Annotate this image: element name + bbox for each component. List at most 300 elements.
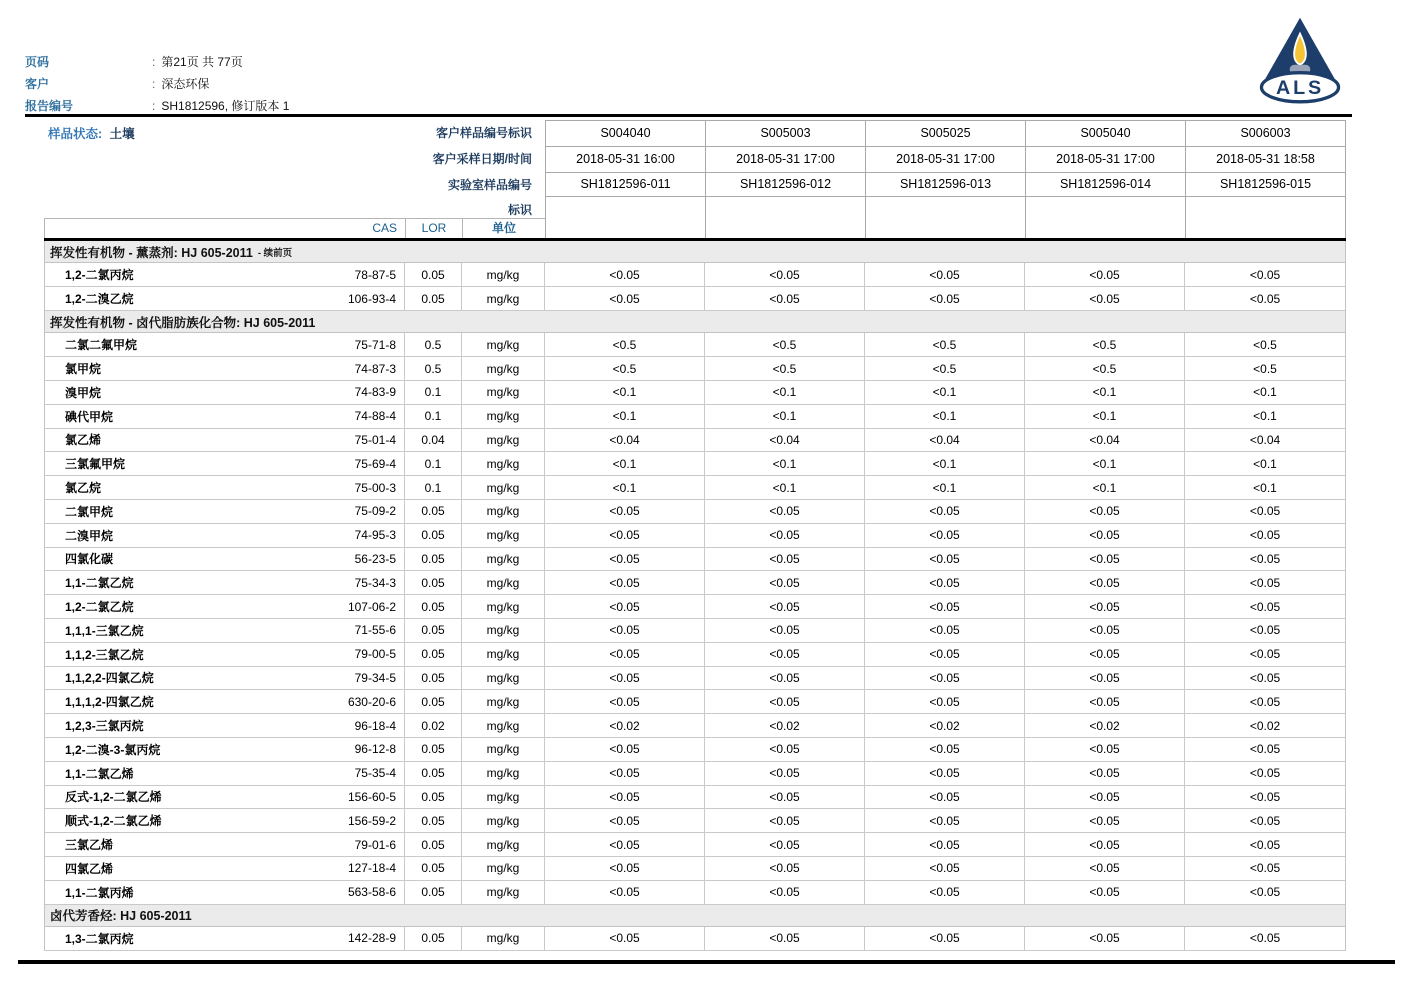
unit-cell: mg/kg (462, 786, 545, 809)
section-title-suffix: - 续前页 (257, 247, 293, 259)
result-value-cell: <0.05 (865, 833, 1025, 856)
result-value-cell: <0.5 (705, 333, 865, 356)
sample-column (546, 121, 706, 238)
sample-tag-cell (1026, 197, 1185, 238)
lor-cell: 0.5 (405, 357, 462, 380)
result-value-cell: <0.05 (705, 786, 865, 809)
result-value-cell: <0.1 (1025, 452, 1185, 475)
lor-cell: 0.05 (405, 690, 462, 713)
cas-number: 71-55-6 (354, 623, 396, 638)
name-cas-cell (45, 690, 405, 713)
result-value-cell: <0.1 (865, 381, 1025, 404)
section-title: 挥发性有机物 - 薰蒸剂: HJ 605-2011 (50, 245, 253, 260)
cas-number: 74-87-3 (354, 361, 396, 376)
result-value-cell: <0.5 (1253, 361, 1277, 376)
result-value-cell: <0.05 (705, 833, 865, 856)
result-value-cell: <0.05 (545, 548, 705, 571)
compound-name: 氯乙烷 (65, 481, 102, 496)
result-value-cell: <0.05 (1025, 690, 1185, 713)
unit-cell: mg/kg (462, 762, 545, 785)
cas-number: 156-60-5 (347, 789, 396, 804)
name-cas-cell (45, 786, 405, 809)
lor-cell: 0.02 (405, 714, 462, 737)
result-value-cell: <0.05 (1025, 619, 1185, 642)
result-value-cell: <0.05 (705, 690, 865, 713)
name-cas-cell (45, 524, 405, 547)
result-value-cell: <0.02 (705, 714, 865, 737)
result-value-cell: <0.1 (1253, 385, 1277, 400)
unit-cell: mg/kg (462, 619, 545, 642)
lor-cell: 0.05 (405, 738, 462, 761)
result-value-cell: <0.05 (705, 667, 865, 690)
result-value-cell: <0.05 (865, 690, 1025, 713)
section-title: 挥发性有机物 - 卤代脂肪族化合物: HJ 605-2011 (50, 315, 316, 330)
result-value-cell: <0.05 (545, 571, 705, 594)
result-value-cell: <0.05 (545, 667, 705, 690)
sample-state (48, 124, 135, 142)
compound-row (45, 333, 1345, 357)
result-value-cell: <0.05 (865, 857, 1025, 880)
unit-cell: mg/kg (462, 429, 545, 452)
unit-cell: mg/kg (462, 571, 545, 594)
result-value-cell: <0.05 (1249, 885, 1281, 900)
name-cas-cell (45, 927, 405, 950)
result-value-cell: <0.1 (1253, 409, 1277, 424)
cas-number: 75-69-4 (354, 456, 396, 471)
result-value-cell: <0.05 (1249, 742, 1281, 757)
result-value-cell: <0.05 (1249, 575, 1281, 590)
section-header-row (45, 905, 1345, 927)
lor-cell: 0.05 (405, 762, 462, 785)
compound-row (45, 287, 1345, 311)
lor-cell: 0.5 (405, 333, 462, 356)
compound-row (45, 667, 1345, 691)
lor-cell: 0.1 (405, 405, 462, 428)
result-value-cell: <0.04 (1249, 432, 1281, 447)
name-cas-cell (45, 857, 405, 880)
compound-name: 氯甲烷 (65, 362, 102, 377)
sample-column (1186, 121, 1346, 238)
unit-cell: mg/kg (462, 263, 545, 286)
unit-cell: mg/kg (462, 833, 545, 856)
sample-column (866, 121, 1026, 238)
name-cas-cell (45, 643, 405, 666)
section-header-row (45, 241, 1345, 263)
result-value-cell: <0.1 (545, 381, 705, 404)
result-value-cell: <0.1 (705, 405, 865, 428)
result-value-cell: <0.1 (545, 452, 705, 475)
compound-name: 1,1-二氯丙烯 (65, 885, 134, 900)
cas-number: 74-95-3 (354, 528, 396, 543)
result-value-cell: <0.05 (1249, 789, 1281, 804)
result-value-cell: <0.05 (1025, 762, 1185, 785)
result-value-cell: <0.05 (1025, 833, 1185, 856)
lor-cell: 0.1 (405, 452, 462, 475)
section-header-row (45, 311, 1345, 333)
col-header-lor: LOR (406, 219, 463, 238)
result-value-cell: <0.5 (705, 357, 865, 380)
lor-cell: 0.05 (405, 619, 462, 642)
result-value-cell: <0.05 (1249, 267, 1281, 282)
lor-cell: 0.05 (405, 927, 462, 950)
sample-column (1026, 121, 1186, 238)
result-value-cell: <0.05 (705, 524, 865, 547)
cas-number: 75-01-4 (354, 432, 396, 447)
header-field-client (25, 76, 209, 92)
name-cas-cell (45, 571, 405, 594)
page-bottom-divider-line (18, 960, 1395, 964)
result-value-cell: <0.05 (705, 927, 865, 950)
result-value-cell: <0.1 (705, 381, 865, 404)
result-value-cell: <0.05 (1025, 809, 1185, 832)
result-value-cell: <0.05 (1025, 524, 1185, 547)
unit-cell: mg/kg (462, 524, 545, 547)
name-cas-cell (45, 548, 405, 571)
name-cas-cell (45, 714, 405, 737)
name-cas-cell (45, 595, 405, 618)
row-label-lab-sample-id: 实验室样品编号 (447, 178, 532, 192)
compound-row (45, 881, 1345, 905)
sample-state-value: 土壤 (109, 127, 135, 141)
lor-cell: 0.05 (405, 833, 462, 856)
unit-cell: mg/kg (462, 595, 545, 618)
result-value-cell: <0.05 (545, 738, 705, 761)
result-value-cell: <0.05 (865, 287, 1025, 310)
cas-number: 75-34-3 (354, 575, 396, 590)
compound-name: 二氯甲烷 (65, 504, 114, 519)
client-label: 客户 (25, 77, 50, 91)
compound-name: 溴甲烷 (65, 385, 102, 400)
page-number-label: 页码 (25, 55, 50, 69)
unit-cell: mg/kg (462, 381, 545, 404)
compound-name: 1,1,1-三氯乙烷 (65, 623, 144, 638)
result-value-cell: <0.05 (865, 738, 1025, 761)
cas-number: 75-71-8 (354, 337, 396, 352)
result-value-cell: <0.05 (1025, 595, 1185, 618)
compound-row (45, 690, 1345, 714)
cas-number: 106-93-4 (347, 291, 396, 306)
result-value-cell: <0.05 (1249, 813, 1281, 828)
lab-id-cell: SH1812596-015 (1186, 173, 1345, 198)
col-header-cas: CAS (45, 219, 406, 238)
result-value-cell: <0.05 (1249, 599, 1281, 614)
compound-row (45, 476, 1345, 500)
sample-date-cell: 2018-05-31 17:00 (866, 147, 1025, 173)
result-value-cell: <0.05 (545, 833, 705, 856)
sample-id-cell: S005003 (706, 121, 865, 147)
result-value-cell: <0.05 (705, 287, 865, 310)
result-value-cell: <0.05 (705, 619, 865, 642)
compound-name: 三氯乙烯 (65, 838, 114, 852)
sample-column (706, 121, 866, 238)
lor-cell: 0.05 (405, 287, 462, 310)
lor-cell: 0.04 (405, 429, 462, 452)
unit-cell: mg/kg (462, 857, 545, 880)
cas-number: 107-06-2 (347, 599, 396, 614)
name-cas-cell (45, 500, 405, 523)
row-label-client-sample-id: 客户样品编号标识 (435, 126, 532, 140)
compound-row (45, 452, 1345, 476)
name-cas-cell (45, 357, 405, 380)
compound-row (45, 714, 1345, 738)
compound-row (45, 405, 1345, 429)
result-value-cell: <0.05 (865, 263, 1025, 286)
result-value-cell: <0.05 (705, 263, 865, 286)
sample-date-cell: 2018-05-31 17:00 (706, 147, 865, 173)
compound-row (45, 738, 1345, 762)
result-value-cell: <0.1 (705, 452, 865, 475)
result-value-cell: <0.1 (1025, 381, 1185, 404)
col-header-unit: 单位 (463, 219, 546, 238)
page-number-value: 第21页 共 77页 (161, 55, 243, 69)
result-value-cell: <0.05 (1249, 694, 1281, 709)
name-cas-cell (45, 405, 405, 428)
name-cas-cell (45, 263, 405, 286)
lab-id-cell: SH1812596-012 (706, 173, 865, 198)
logo-text: ALS (1276, 76, 1324, 99)
result-value-cell: <0.05 (1025, 667, 1185, 690)
name-cas-cell (45, 381, 405, 404)
result-value-cell: <0.04 (865, 429, 1025, 452)
lab-id-cell: SH1812596-011 (546, 173, 705, 198)
result-value-cell: <0.05 (545, 287, 705, 310)
result-value-cell: <0.05 (865, 927, 1025, 950)
compound-name: 二氯二氟甲烷 (65, 338, 138, 353)
unit-cell: mg/kg (462, 357, 545, 380)
compound-row (45, 927, 1345, 951)
als-logo (1253, 13, 1347, 107)
result-value-cell: <0.05 (705, 809, 865, 832)
result-value-cell: <0.05 (545, 881, 705, 904)
result-value-cell: <0.05 (705, 857, 865, 880)
name-cas-cell (45, 738, 405, 761)
compound-name: 1,1-二氯乙烷 (65, 576, 134, 591)
result-value-cell: <0.05 (705, 548, 865, 571)
compound-name: 反式-1,2-二氯乙烯 (65, 790, 162, 805)
lor-cell: 0.05 (405, 263, 462, 286)
result-value-cell: <0.05 (865, 881, 1025, 904)
lor-cell: 0.05 (405, 595, 462, 618)
compound-row (45, 357, 1345, 381)
compound-row (45, 595, 1345, 619)
unit-cell: mg/kg (462, 452, 545, 475)
sample-date-cell: 2018-05-31 16:00 (546, 147, 705, 173)
name-cas-cell (45, 333, 405, 356)
cas-number: 630-20-6 (347, 694, 396, 709)
result-value-cell: <0.05 (545, 786, 705, 809)
result-value-cell: <0.05 (545, 595, 705, 618)
result-value-cell: <0.05 (865, 595, 1025, 618)
columns-header (44, 218, 546, 238)
cas-number: 74-88-4 (354, 409, 396, 424)
sample-id-cell: S005040 (1026, 121, 1185, 147)
lor-cell: 0.05 (405, 667, 462, 690)
result-value-cell: <0.1 (865, 405, 1025, 428)
name-cas-cell (45, 287, 405, 310)
result-value-cell: <0.1 (865, 476, 1025, 499)
row-label-tag: 标识 (507, 203, 532, 217)
lor-cell: 0.05 (405, 857, 462, 880)
compound-name: 四氯化碳 (65, 552, 114, 567)
compound-name: 1,1-二氯乙烯 (65, 766, 134, 781)
result-value-cell: <0.05 (865, 524, 1025, 547)
result-value-cell: <0.05 (545, 857, 705, 880)
compound-name: 1,2,3-三氯丙烷 (65, 719, 144, 734)
result-value-cell: <0.05 (1249, 504, 1281, 519)
unit-cell: mg/kg (462, 714, 545, 737)
unit-cell: mg/kg (462, 405, 545, 428)
unit-cell: mg/kg (462, 809, 545, 832)
name-cas-cell (45, 429, 405, 452)
result-value-cell: <0.5 (1025, 333, 1185, 356)
compound-name: 氯乙烯 (65, 433, 102, 448)
name-cas-cell (45, 881, 405, 904)
cas-number: 96-18-4 (354, 718, 396, 733)
result-value-cell: <0.05 (865, 548, 1025, 571)
lor-cell: 0.05 (405, 786, 462, 809)
results-table-body (44, 241, 1346, 951)
result-value-cell: <0.05 (1025, 857, 1185, 880)
cas-number: 79-00-5 (354, 647, 396, 662)
sample-state-label: 样品状态: (48, 127, 103, 141)
result-value-cell: <0.1 (1025, 476, 1185, 499)
sample-grid (545, 120, 1346, 238)
cas-number: 79-01-6 (354, 837, 396, 852)
result-value-cell: <0.05 (1249, 861, 1281, 876)
compound-row (45, 571, 1345, 595)
unit-cell: mg/kg (462, 333, 545, 356)
result-value-cell: <0.05 (545, 927, 705, 950)
compound-row (45, 786, 1345, 810)
cas-number: 75-00-3 (354, 480, 396, 495)
result-value-cell: <0.05 (545, 263, 705, 286)
result-value-cell: <0.04 (545, 429, 705, 452)
cas-number: 127-18-4 (347, 861, 396, 876)
result-value-cell: <0.05 (545, 809, 705, 832)
result-value-cell: <0.02 (1249, 718, 1281, 733)
compound-row (45, 619, 1345, 643)
result-value-cell: <0.05 (1249, 623, 1281, 638)
sample-tag-cell (706, 197, 865, 238)
lor-cell: 0.05 (405, 881, 462, 904)
unit-cell: mg/kg (462, 881, 545, 904)
sample-id-cell: S006003 (1186, 121, 1345, 147)
result-value-cell: <0.05 (705, 595, 865, 618)
lor-cell: 0.05 (405, 548, 462, 571)
result-value-cell: <0.05 (865, 786, 1025, 809)
compound-name: 碘代甲烷 (65, 409, 114, 424)
compound-row (45, 643, 1345, 667)
separator: : (152, 99, 156, 113)
result-value-cell: <0.05 (865, 667, 1025, 690)
unit-cell: mg/kg (462, 643, 545, 666)
report-number-label: 报告编号 (25, 99, 74, 113)
compound-row (45, 762, 1345, 786)
cas-number: 96-12-8 (354, 742, 396, 757)
result-value-cell: <0.05 (1025, 643, 1185, 666)
compound-name: 二溴甲烷 (65, 528, 114, 543)
name-cas-cell (45, 619, 405, 642)
result-value-cell: <0.05 (1025, 263, 1185, 286)
cas-number: 75-35-4 (354, 766, 396, 781)
unit-cell: mg/kg (462, 476, 545, 499)
result-value-cell: <0.1 (545, 405, 705, 428)
result-value-cell: <0.05 (1249, 766, 1281, 781)
result-value-cell: <0.02 (545, 714, 705, 737)
result-value-cell: <0.05 (1249, 551, 1281, 566)
compound-row (45, 381, 1345, 405)
result-value-cell: <0.05 (1025, 738, 1185, 761)
row-label-sampling-datetime: 客户采样日期/时间 (432, 152, 532, 166)
result-value-cell: <0.05 (1249, 837, 1281, 852)
result-value-cell: <0.05 (705, 500, 865, 523)
lab-id-cell: SH1812596-013 (866, 173, 1025, 198)
compound-name: 1,2-二溴-3-氯丙烷 (65, 742, 161, 757)
compound-name: 1,2-二氯丙烷 (65, 268, 134, 283)
result-value-cell: <0.05 (705, 762, 865, 785)
result-value-cell: <0.1 (1253, 456, 1277, 471)
result-value-cell: <0.02 (1025, 714, 1185, 737)
result-value-cell: <0.05 (1249, 647, 1281, 662)
lor-cell: 0.1 (405, 381, 462, 404)
cas-number: 56-23-5 (354, 551, 396, 566)
compound-name: 四氯乙烯 (65, 861, 114, 876)
compound-row (45, 857, 1345, 881)
result-value-cell: <0.05 (1025, 927, 1185, 950)
result-value-cell: <0.5 (545, 333, 705, 356)
sample-tag-cell (1186, 197, 1345, 238)
compound-name: 1,1,2,2-四氯乙烷 (65, 671, 154, 686)
result-value-cell: <0.05 (1025, 548, 1185, 571)
sample-date-cell: 2018-05-31 17:00 (1026, 147, 1185, 173)
result-value-cell: <0.05 (865, 762, 1025, 785)
result-value-cell: <0.05 (705, 571, 865, 594)
result-value-cell: <0.05 (1025, 571, 1185, 594)
result-value-cell: <0.05 (545, 690, 705, 713)
report-number-value: SH1812596, 修订版本 1 (161, 99, 290, 113)
result-value-cell: <0.5 (865, 333, 1025, 356)
als-logo-graphic (1253, 13, 1347, 107)
compound-name: 1,3-二氯丙烷 (65, 931, 134, 946)
lab-id-cell: SH1812596-014 (1026, 173, 1185, 198)
compound-row (45, 548, 1345, 572)
result-value-cell: <0.04 (1025, 429, 1185, 452)
result-value-cell: <0.05 (545, 619, 705, 642)
result-value-cell: <0.05 (1249, 528, 1281, 543)
result-value-cell: <0.05 (1249, 291, 1281, 306)
unit-cell: mg/kg (462, 287, 545, 310)
cas-number: 563-58-6 (347, 885, 396, 900)
name-cas-cell (45, 809, 405, 832)
name-cas-cell (45, 667, 405, 690)
sample-id-cell: S004040 (546, 121, 705, 147)
unit-cell: mg/kg (462, 548, 545, 571)
lor-cell: 0.05 (405, 524, 462, 547)
result-value-cell: <0.5 (1253, 337, 1277, 352)
header-field-page-number (25, 54, 243, 70)
result-value-cell: <0.05 (1025, 500, 1185, 523)
compound-name: 1,2-二溴乙烷 (65, 292, 134, 307)
result-value-cell: <0.1 (1025, 405, 1185, 428)
result-value-cell: <0.05 (705, 738, 865, 761)
result-value-cell: <0.05 (705, 881, 865, 904)
sample-tag-cell (546, 197, 705, 238)
sample-tag-cell (866, 197, 1025, 238)
client-value: 深态环保 (161, 77, 210, 91)
name-cas-cell (45, 762, 405, 785)
result-value-cell: <0.1 (545, 476, 705, 499)
name-cas-cell (45, 452, 405, 475)
